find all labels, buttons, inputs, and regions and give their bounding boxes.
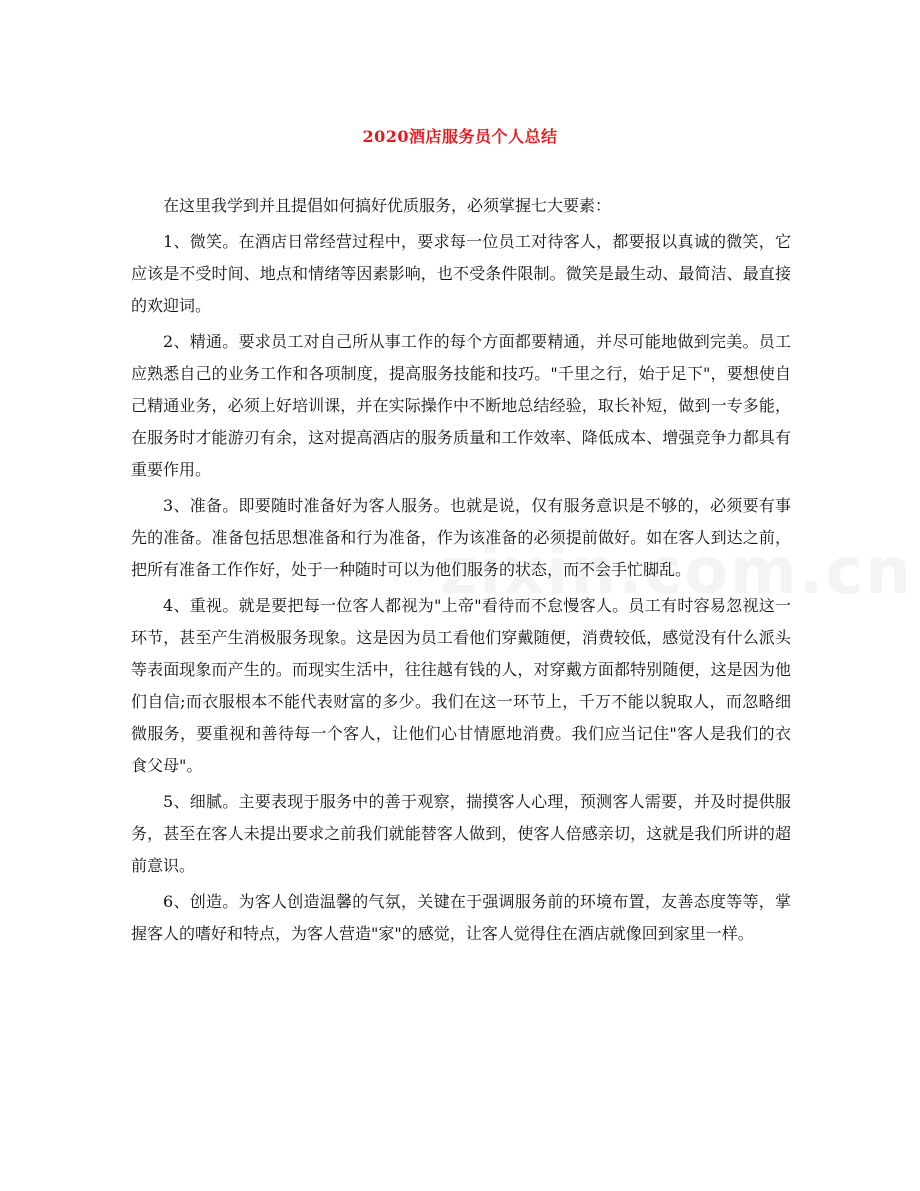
paragraph-creation: 6、创造。为客人创造温馨的气氛，关键在于强调服务前的环境布置，友善态度等等，掌握客人的嗜好和特点，为客人营造"家"的感觉，让客人觉得住在酒店就像回到家里一样。	[131, 892, 791, 943]
document-body	[131, 190, 791, 950]
paragraph-preparation: 3、准备。即要随时准备好为客人服务。也就是说，仅有服务意识是不够的，必须要有事先的准备。准备包括思想准备和行为准备，作为该准备的必须提前做好。如在客人到达之前，把所有准备工作作好，处于一种随时可以为他们服务的状态，而不会手忙脚乱。	[131, 496, 791, 579]
paragraph-meticulous: 5、细腻。主要表现于服务中的善于观察，揣摸客人心理，预测客人需要，并及时提供服务，甚至在客人未提出要求之前我们就能替客人做到，使客人倍感亲切，这就是我们所讲的超前意识。	[131, 792, 791, 875]
document-title: 2020酒店服务员个人总结	[362, 127, 558, 146]
paragraph-intro: 在这里我学到并且提倡如何搞好优质服务，必须掌握七大要素：	[163, 196, 612, 215]
paragraph-proficiency: 2、精通。要求员工对自己所从事工作的每个方面都要精通，并尽可能地做到完美。员工应熟悉自己的业务工作和各项制度，提高服务技能和技巧。"千里之行，始于足下"，要想使自己精通业务，必须上好培训课，并在实际操作中不断地总结经验，取长补短，做到一专多能，在服务时才能游刃有余，这对提高酒店的服务质量和工作效率、降低成本、增强竞争力都具有重要作用。	[131, 332, 791, 479]
paragraph-smile: 1、微笑。在酒店日常经营过程中，要求每一位员工对待客人，都要报以真诚的微笑，它应该是不受时间、地点和情绪等因素影响，也不受条件限制。微笑是最生动、最简洁、最直接的欢迎词。	[131, 232, 791, 315]
paragraph-attention: 4、重视。就是要把每一位客人都视为"上帝"看待而不怠慢客人。员工有时容易忽视这一环节，甚至产生消极服务现象。这是因为员工看他们穿戴随便，消费较低，感觉没有什么派头等表面现象而产生的。而现实生活中，往往越有钱的人，对穿戴方面都特别随便，这是因为他们自信;而衣服根本不能代表财富的多少。我们在这一环节上，千万不能以貌取人，而忽略细微服务，要重视和善待每一个客人，让他们心甘情愿地消费。我们应当记住"客人是我们的衣食父母"。	[131, 596, 791, 775]
